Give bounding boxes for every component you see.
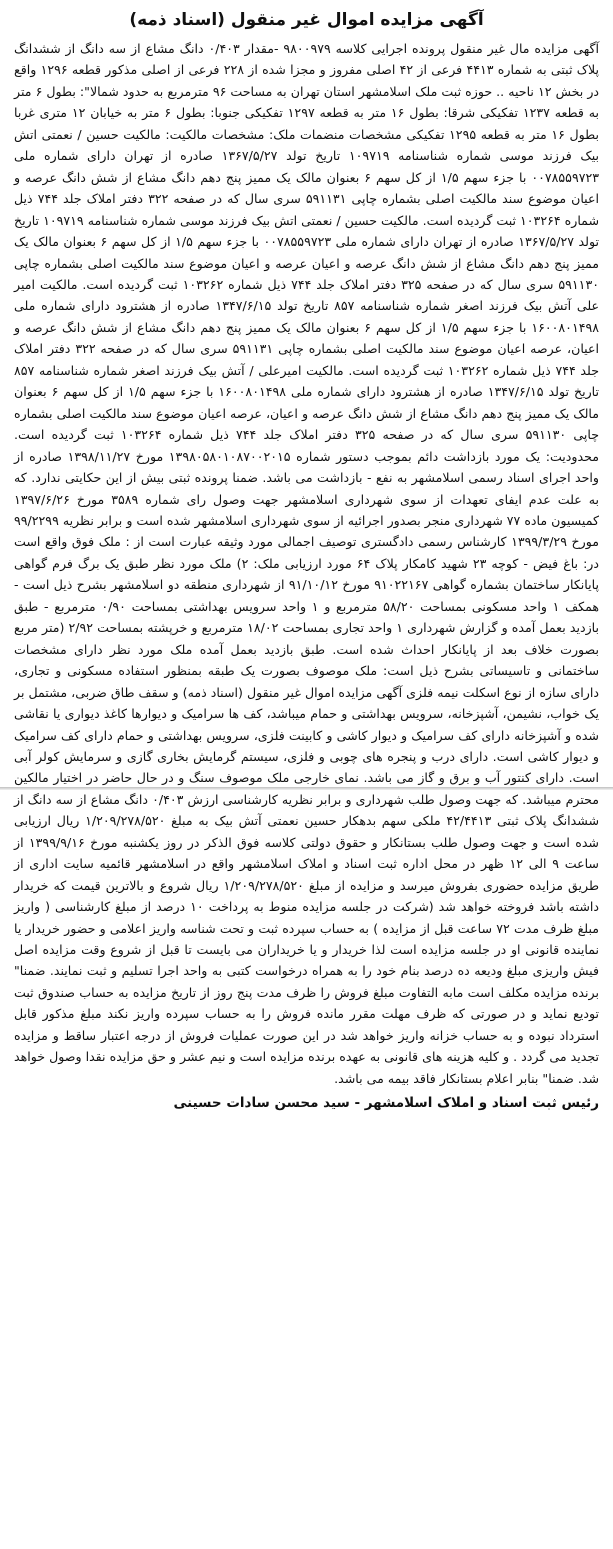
notice-signature: رئیس ثبت اسناد و املاک اسلامشهر - سید محسن سادات حسینی (173, 1095, 599, 1112)
paper-fold-line (0, 787, 613, 790)
notice-title: آگهی مزایده اموال غیر منقول (اسناد ذمه) (129, 10, 484, 30)
notice-body (14, 38, 599, 1089)
notice-paragraph: آگهی مزایده مال غیر منقول پرونده اجرایی کلاسه ۹۸۰۰۹۷۹ -مقدار ۰/۴۰۳ دانگ مشاع از سه دانگ از ششدانگ پلاک ثبتی به شماره ۴۴۱۳ فرعی از ۴۲ اصلی مفروز و مجزا شده از ۲۲۸ فرعی از اصلی مذکور قطعه ۱۲۹۶ واقع در بخش ۱۲ ناحیه .. حوزه ثبت ملک اسلامشهر استان تهران به مساحت ۹۶ مترمربع به حدود شمالا": بطول ۶ متر به قطعه ۱۲۳۷ تفکیکی شرقا: بطول ۱۶ متر به قطعه ۱۲۹۷ تفکیکی جنوبا: بطول ۶ متر به خیابان ۱۲ متری غربا بطول ۱۶ متر به قطعه ۱۲۹۵ تفکیکی مشخصات منضمات ملک: مشخصات مالکیت: مالکیت حسین / نعمتی اتش بیک فرزند موسی شماره شناسنامه ۱۰۹۷۱۹ تاریخ تولد ۱۳۶۷/۵/۲۷ صادره از تهران دارای شماره ملی ۰۰۷۸۵۵۹۷۲۳ با جزء سهم ۱/۵ از کل سهم ۶ بعنوان مالک یک ممیز پنج دهم دانگ مشاع از شش دانگ عرصه و اعیان موضوع سند مالکیت اصلی بشماره چاپی ۵۹۱۱۳۱ سری سال که در صفحه ۳۲۲ دفتر املاک جلد ۷۴۴ ذیل شماره ۱۰۳۲۶۴ ثبت گردیده است. مالکیت حسین / نعمتی اتش بیک فرزند موسی شماره شناسنامه ۱۰۹۷۱۹ تاریخ تولد ۱۳۶۷/۵/۲۷ صادره از تهران دارای شماره ملی ۰۰۷۸۵۵۹۷۲۳ با جزء سهم ۱/۵ از کل سهم ۶ بعنوان مالک یک ممیز پنج دهم دانگ مشاع از شش دانگ عرصه و اعیان عرصه و اعیان موضوع سند مالکیت اصلی بشماره چاپی ۵۹۱۱۳۰ سری سال که در صفحه ۳۲۵ دفتر املاک جلد ۷۴۴ ذیل شماره ۱۰۳۲۶۲ ثبت گردیده است. مالکیت امیر علی آتش بیک فرزند اصغر شماره شناسنامه ۸۵۷ تاریخ تولد ۱۳۴۷/۶/۱۵ صادره از هشترود دارای شماره ملی ۱۶۰۰۸۰۱۴۹۸ با جزء سهم ۱/۵ از کل سهم ۶ بعنوان مالک یک ممیز پنج دهم دانگ مشاع از شش دانگ عرصه و اعیان، عرصه اعیان موضوع سند مالکیت اصلی بشماره چاپی ۵۹۱۱۳۱ سری سال که در صفحه ۳۲۲ دفتر املاک جلد ۷۴۴ ذیل شماره ۱۰۳۲۶۲ ثبت گردیده است. مالکیت امیرعلی / آتش بیک فرزند اصغر شماره شناسنامه ۸۵۷ تاریخ تولد ۱۳۴۷/۶/۱۵ صادره از هشترود دارای شماره ملی ۱۶۰۰۸۰۱۴۹۸ با جزء سهم ۱/۵ از کل سهم ۶ بعنوان مالک یک ممیز پنج دهم دانگ مشاع از شش دانگ عرصه و اعیان، عرصه اعیان موضوع سند مالکیت اصلی بشماره چاپی ۵۹۱۱۳۰ سری سال که در صفحه ۳۲۵ دفتر املاک جلد ۷۴۴ ذیل شماره ۱۰۳۲۶۴ ثبت گردیده است. محدودیت: یک مورد بازداشت دائم بموجب دستور شماره ۱۳۹۸۰۵۸۰۱۰۸۷۰۰۲۰۱۵ مورخ ۱۳۹۸/۱۱/۲۷ صادره از واحد اجرای اسناد رسمی اسلامشهر به نفع - بازداشت می باشد. ضمنا پرونده ثبتی بیش از این حکایتی ندارد. که به علت عدم ایفای تعهدات از سوی شهرداری اسلامشهر جهت وصول رای شماره ۳۵۸۹ مورخ ۱۳۹۷/۶/۲۶ کمیسیون ماده ۷۷ شهرداری منجر بصدور اجرائیه از سوی شهرداری اسلامشهر شده است و برابر نظریه ۹۹/۲۲۹۹ مورخ ۱۳۹۹/۳/۲۹ کارشناس رسمی دادگستری توصیف اجمالی مورد وثیقه عبارت است از : ملک فوق واقع است در: باغ فیض - کوچه ۲۳ شهید کامکار پلاک ۶۴ مورد ارزیابی ملک: ۲) ملک مورد نظر طبق یک برگ فرم گواهی پایانکار ساختمان بشماره گواهی ۹۱۰۲۲۱۶۷ مورخ ۹۱/۱۰/۱۲ از شهرداری منطقه دو اسلامشهر بشرح ذیل است - همکف ۱ واحد مسکونی بمساحت ۵۸/۲۰ مترمربع و ۱ واحد سرویس بهداشتی بمساحت ۰/۹۰ مترمربع - طبق بازدید بعمل آمده و گزارش شهرداری ۱ واحد تجاری بمساحت ۱۸/۰۲ مترمربع و خرپشته بمساحت ۲/۹۲ (متر مربع بصورت خلاف بعد از پایانکار احداث شده است. طبق بازدید بعمل آمده ملک مورد نظر دارای مشخصات ساختمانی و تاسیساتی بشرح ذیل است: ملک موصوف بصورت یک طبقه بمنظور استفاده مسکونی و تجاری، دارای سازه از نوع اسکلت نیمه فلزی آگهی مزایده اموال غیر منقول (اسناد ذمه) و سقف طاق ضربی، مشتمل بر یک خواب، نشیمن، آشپزخانه، سرویس بهداشتی و حمام میباشد، کف ها سرامیک و دیوارها کاغذ دیواری یا نقاشی شده و آشپزخانه دارای کف سرامیک و دیوار کاشی و کابینت فلزی، سرویس بهداشتی و حمام دارای کف سرامیک و دیوار کاشی است. دارای درب و پنجره های چوبی و فلزی، سیستم گرمایش بخاری گازی و سرمایش کولر آبی است. دارای کنتور آب و برق و گاز می باشد. نمای خارجی ملک موصوف سنگ و در حال حاضر در اختیار مالکین محترم میباشد. که جهت وصول طلب شهرداری و برابر نظریه کارشناسی ارزش ۰/۴۰۳ دانگ مشاع از سه دانگ از ششدانگ پلاک ثبتی ۴۲/۴۴۱۳ ملکی سهم بدهکار حسین نعمتی آتش بیک به مبلغ ۱/۲۰۹/۲۷۸/۵۲۰ ریال ارزیابی شده است و جهت وصول طلب بستانکار و حقوق دولتی کلاسه فوق الذکر در روز یکشنبه مورخ ۱۳۹۹/۹/۱۶ از ساعت ۹ الی ۱۲ ظهر در محل اداره ثبت اسناد و املاک اسلامشهر واقع در اسلامشهر قائمیه سایت اداری از طریق مزایده حضوری بفروش میرسد و مزایده از مبلغ ۱/۲۰۹/۲۷۸/۵۲۰ ریال شروع و بالاترین قیمت که خریدار داشته باشد فروخته خواهد شد (شرکت در جلسه مزایده منوط به پرداخت ۱۰ درصد از مبلغ کارشناسی ( واریز مبلغ ظرف مدت ۷۲ ساعت قبل از مزایده ) به حساب سپرده ثبت و تحت شناسه واریز اعلامی و حضور خریدار یا نماینده قانونی او در جلسه مزایده است لذا خریدار و یا خریداران می بایست تا قبل از شروع وقت مزایده اصل فیش واریزی مبلغ ودیعه ده درصد بنام خود را به همراه درخواست کتبی به واحد اجرا تسلیم و ثبت نمایند. ضمنا" برنده مزایده مکلف است مابه التفاوت مبلغ فروش را ظرف مدت پنج روز از تاریخ مزایده به حساب صندوق ثبت تودیع نماید و در صورتی که ظرف مهلت مقرر مانده فروش را به حساب سپرده واریز نکند مبلغ مذکور قابل استرداد نبوده و به حساب خزانه واریز خواهد شد در این صورت عملیات فروش از درجه اعتبار ساقط و مزایده تجدید می گردد . و کلیه هزینه های قانونی به عهده برنده مزایده است و نیم عشر و حق مزایده نقدا وصول خواهد شد. ضمنا" بنابر اعلام بستانکار فاقد بیمه می باشد. (14, 41, 600, 1086)
